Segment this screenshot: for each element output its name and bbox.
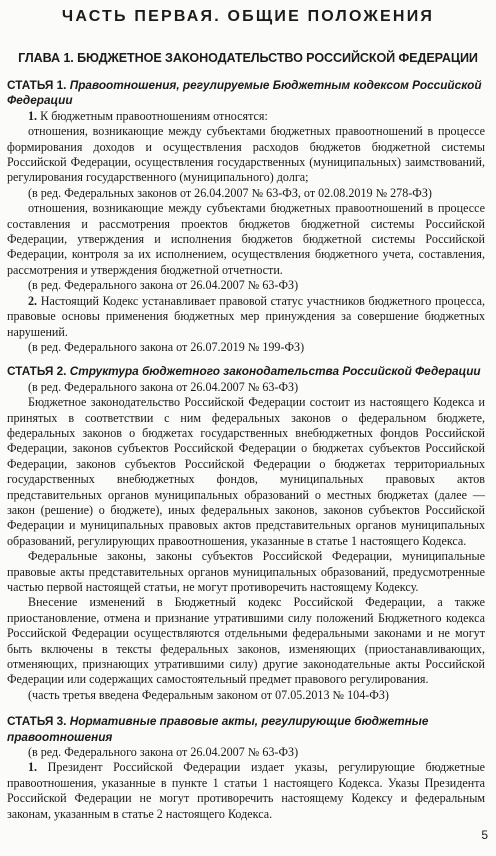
- point-text: Президент Российской Федерации издает указы, регулирующие бюджетные правоотношения, указанные в пункте 1 статьи 1 настоящего Кодекса. Указы Президента Российской Федерации не могут противоречить настоящему Кодексу и федеральным законам, указанным в статье 2 настоящего Кодекса.: [7, 760, 485, 821]
- article-2-label: СТАТЬЯ 2.: [7, 364, 67, 379]
- amendment-note: (в ред. Федерального закона от 26.04.2007 № 63-ФЗ): [28, 379, 299, 394]
- point-number: 2.: [28, 293, 38, 308]
- article-3-point-1: [7, 760, 485, 822]
- paragraph: Бюджетное законодательство Российской Федерации состоит из настоящего Кодекса и принятых в соответствии с ним федеральных законов о федеральном бюджете, федеральных законов о бюджетах государственных внебюджетных фондов Российской Федерации, законов субъектов Российской Федерации о бюджетах субъектов Российской Федерации, законов субъектов Российской Федерации о бюджетах территориальных государственных внебюджетных фондов, муниципальных правовых актов представительных органов муниципальных образований о местных бюджетах (далее — закон (решение) о бюджете), иных федеральных законов, законов субъектов Российской Федерации и муниципальных правовых актов представительных органов муниципальных образований, регулирующих правоотношения, указанные в статье 1 настоящего Кодекса.: [7, 395, 485, 548]
- amendment-note: (в ред. Федеральных законов от 26.04.2007 № 63-ФЗ, от 02.08.2019 № 278-ФЗ): [28, 185, 432, 200]
- chapter-label: ГЛАВА 1.: [18, 51, 74, 65]
- article-1: [7, 78, 485, 355]
- point-number: 1.: [28, 108, 38, 123]
- amendment-note: (в ред. Федерального закона от 26.04.2007 № 63-ФЗ): [28, 745, 299, 760]
- article-3-label: СТАТЬЯ 3.: [7, 714, 67, 729]
- article-1-title: Правоотношения, регулируемые Бюджетным кодексом Российской Федерации: [7, 78, 482, 108]
- article-1-heading: [7, 78, 485, 109]
- paragraph: Внесение изменений в Бюджетный кодекс Российской Федерации, а также приостановление, отмена и признание утратившими силу положений Бюджетного кодекса Российской Федерации осуществляются отдельными федеральными законами и не могут быть включены в тексты федеральных законов, изменяющих (приостанавливающих, отменяющих, признающих утратившими силу) другие законодательные акты Российской Федерации или содержащих самостоятельный предмет правового регулирования.: [7, 595, 485, 687]
- paragraph: Федеральные законы, законы субъектов Российской Федерации, муниципальные правовые акты представительных органов муниципальных образований, предусмотренные частью первой настоящей статьи, не могут противоречить настоящему Кодексу.: [7, 549, 485, 594]
- amendment-note: (часть третья введена Федеральным законом от 07.05.2013 № 104-ФЗ): [28, 687, 389, 702]
- point-text: К бюджетным правоотношениям относятся:: [40, 108, 268, 123]
- article-2-title: Структура бюджетного законодательства Российской Федерации: [69, 364, 481, 379]
- chapter-title: [0, 51, 496, 65]
- article-3-title: Нормативные правовые акты, регулирующие бюджетные правоотношения: [7, 714, 429, 744]
- amendment-note: (в ред. Федерального закона от 26.07.2019 № 199-ФЗ): [28, 339, 305, 354]
- paragraph: отношения, возникающие между субъектами бюджетных правоотношений в процессе формирования доходов и осуществления расходов бюджетов бюджетной системы Российской Федерации, осуществления государственных (муниципальных) заимствований, регулирования государственного (муниципального) долга;: [7, 124, 485, 185]
- article-3: [7, 714, 485, 822]
- part-title: ЧАСТЬ ПЕРВАЯ. ОБЩИЕ ПОЛОЖЕНИЯ: [61, 8, 435, 25]
- point-text: Настоящий Кодекс устанавливает правовой статус участников бюджетного процесса, правовые основы применения бюджетных мер принуждения за совершение бюджетных нарушений.: [7, 293, 485, 339]
- article-1-point-1: [7, 109, 485, 124]
- amendment-note: (в ред. Федерального закона от 26.04.2007 № 63-ФЗ): [28, 278, 299, 293]
- article-1-label: СТАТЬЯ 1.: [7, 78, 67, 92]
- article-2: [7, 364, 485, 703]
- page-body: [7, 78, 485, 822]
- point-number: 1.: [28, 760, 38, 775]
- chapter-name: БЮДЖЕТНОЕ ЗАКОНОДАТЕЛЬСТВО РОССИЙСКОЙ ФЕДЕРАЦИИ: [77, 51, 478, 65]
- paragraph: отношения, возникающие между субъектами бюджетных правоотношений в процессе составления и рассмотрения проектов бюджетов бюджетной системы Российской Федерации, утверждения и исполнения бюджетов бюджетной системы Российской Федерации, контроля за их исполнением, осуществления бюджетного учета, составления, рассмотрения и утверждения бюджетной отчетности.: [7, 201, 485, 277]
- article-1-point-2: [7, 294, 485, 340]
- article-2-heading: [7, 364, 485, 379]
- article-3-heading: [7, 714, 485, 745]
- page-number: 5: [481, 828, 488, 842]
